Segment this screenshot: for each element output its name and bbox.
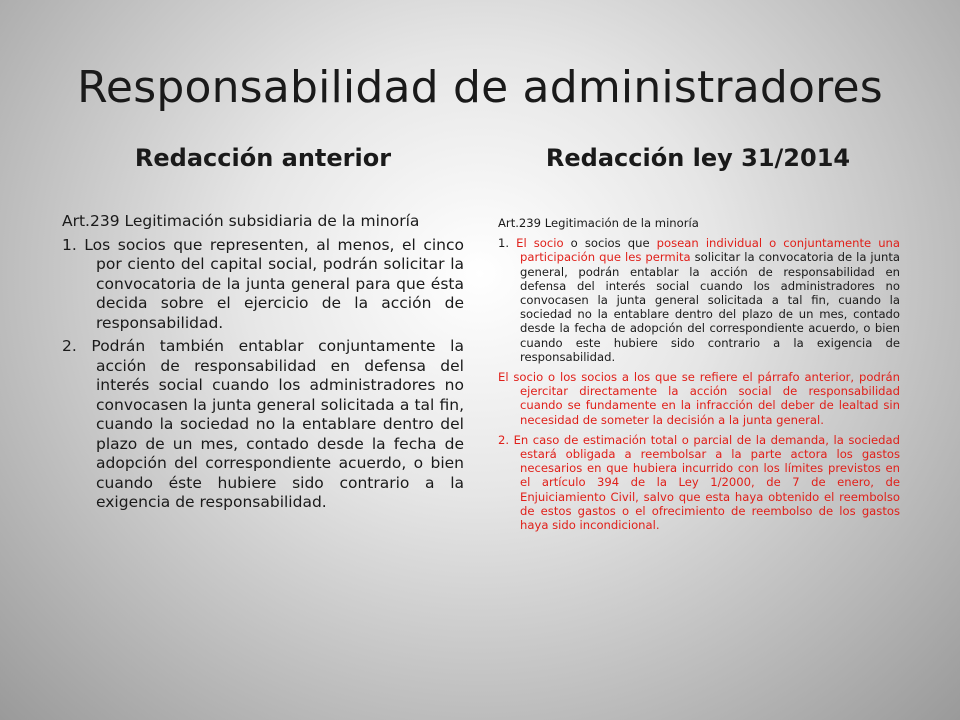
- right-paragraph-1: [498, 236, 900, 364]
- p1-red-a: El socio: [516, 236, 564, 251]
- left-article-title: Art.239 Legitimación subsidiaria de la minoría: [62, 212, 420, 230]
- slide-title: Responsabilidad de administradores: [77, 62, 883, 113]
- p1-number: 1.: [498, 236, 510, 251]
- left-paragraph-2: 2. Podrán también entablar conjuntamente la acción de responsabilidad en defensa del interés social cuando los administradores no convocasen la junta general solicitada a tal fin, cuando la sociedad no la entablare dentro del plazo de un mes, contado desde la fecha de adopción del correspondiente acuerdo, o bien cuando éste hubiere sido contrario a la exigencia de responsabilidad.: [62, 337, 464, 511]
- p1-red-c: posean individual o conjuntamente una participación que les permita: [520, 236, 901, 265]
- right-column-text: [498, 216, 900, 538]
- left-column-heading: Redacción anterior: [134, 144, 392, 172]
- right-article-title: Art.239 Legitimación de la minoría: [498, 216, 699, 230]
- p1-black-b: o socios que: [570, 236, 650, 251]
- p1-black-d: solicitar la convocatoria de la junta general, podrán entablar la acción de responsabilidad en defensa del interés social cuando los administradores no convocasen la junta general solicitada a tal fin, cuando la sociedad no la entablare dentro del plazo de un mes, contado desde la fecha de adopción del correspondiente acuerdo, o bien cuando este hubiere sido contrario a la exigencia de responsabilidad.: [520, 250, 901, 364]
- right-column-heading: Redacción ley 31/2014: [545, 144, 851, 172]
- left-column-text: [62, 212, 464, 517]
- left-paragraph-1: 1. Los socios que representen, al menos, el cinco por ciento del capital social, podrán solicitar la convocatoria de la junta general para que ésta decida sobre el ejercicio de la acción de responsabilidad.: [62, 235, 464, 332]
- right-paragraph-3: 2. En caso de estimación total o parcial de la demanda, la sociedad estará obligada a reembolsar a la parte actora los gastos necesarios en que hubiera incurrido con los límites previstos en el artículo 394 de la Ley 1/2000, de 7 de enero, de Enjuiciamiento Civil, salvo que esta haya obtenido el reembolso de estos gastos o el ofrecimiento de reembolso de los gastos haya sido incondicional.: [498, 432, 900, 533]
- right-paragraph-2: El socio o los socios a los que se refiere el párrafo anterior, podrán ejercitar directamente la acción social de responsabilidad cuando se fundamente en la infracción del deber de lealtad sin necesidad de someter la decisión a la junta general.: [498, 370, 900, 427]
